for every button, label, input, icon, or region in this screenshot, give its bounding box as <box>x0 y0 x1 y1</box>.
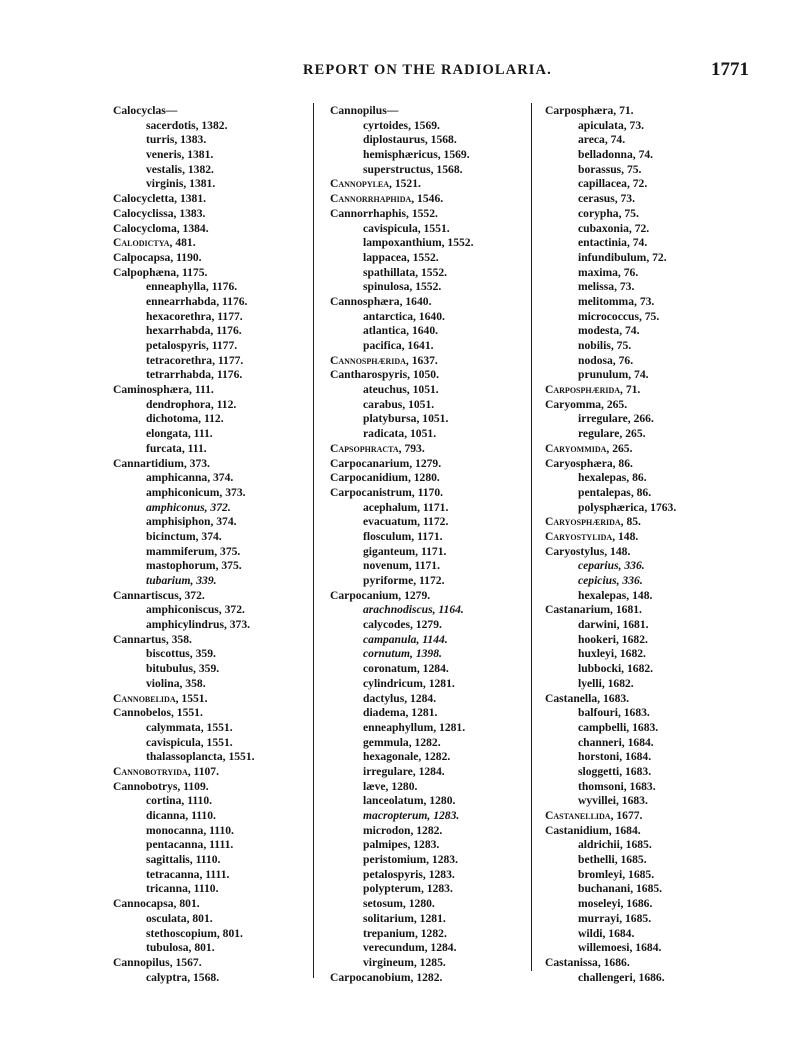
index-subentry: amphisiphon, 374. <box>146 515 237 529</box>
index-subentry: pyriforme, 1172. <box>363 574 445 587</box>
index-subentry: wyvillei, 1683. <box>578 794 648 808</box>
column-divider <box>531 103 532 971</box>
index-subentry: corypha, 75. <box>578 206 639 220</box>
index-subentry: ceparius, 336. <box>578 559 645 573</box>
index-subentry: maxima, 76. <box>578 265 639 279</box>
index-subentry: moseleyi, 1686. <box>578 897 653 911</box>
index-subentry: amphiconicum, 373. <box>146 485 246 499</box>
index-subentry: solitarium, 1281. <box>363 911 446 925</box>
index-entry: Castanella, 1683. <box>545 691 630 705</box>
index-entry: Caryosphæra, 86. <box>545 456 633 470</box>
index-entry: Calocycletta, 1381. <box>113 192 207 206</box>
index-entry: Calpocapsa, 1190. <box>113 250 202 264</box>
index-subentry: huxleyi, 1682. <box>578 647 646 661</box>
index-subentry: lyelli, 1682. <box>578 676 634 690</box>
index-subentry: enneaphylla, 1176. <box>146 280 238 294</box>
index-subentry: hexacorethra, 1177. <box>146 309 243 323</box>
index-subentry: læve, 1280. <box>363 779 418 793</box>
index-subentry: buchanani, 1685. <box>578 882 663 896</box>
index-subentry: superstructus, 1568. <box>363 162 463 176</box>
index-subentry: diplostaurus, 1568. <box>363 133 457 147</box>
index-entry: Cannosphærida, 1637. <box>330 353 438 367</box>
index-entry: Cannobelos, 1551. <box>113 706 203 720</box>
index-entry: Caryomma, 265. <box>545 397 628 411</box>
page-header <box>0 59 800 86</box>
index-subentry: cavispicula, 1551. <box>146 735 233 749</box>
index-subentry: ennearrhabda, 1176. <box>146 294 248 308</box>
index-subentry: verecundum, 1284. <box>363 941 457 955</box>
index-subentry: hexalepas, 86. <box>578 471 647 485</box>
index-column-2 <box>330 104 473 985</box>
index-subentry: diadema, 1281. <box>363 706 438 720</box>
index-subentry: virgineum, 1285. <box>363 955 446 969</box>
index-subentry: bethelli, 1685. <box>578 853 647 867</box>
index-subentry: novenum, 1171. <box>363 559 440 573</box>
index-subentry: borassus, 75. <box>578 162 642 176</box>
index-subentry: tubulosa, 801. <box>146 941 215 955</box>
index-entry: Carpocanarium, 1279. <box>330 456 442 470</box>
index-entry: Caryostylus, 148. <box>545 544 631 558</box>
index-entry: Calodictya, 481. <box>113 236 196 250</box>
index-entry: Carpocanobium, 1282. <box>330 970 443 984</box>
index-subentry: darwini, 1681. <box>578 618 649 632</box>
index-subentry: amphicylindrus, 373. <box>146 618 251 632</box>
index-entry: Carposphæra, 71. <box>545 104 634 117</box>
index-column-3 <box>545 104 676 985</box>
index-subentry: coronatum, 1284. <box>363 662 449 676</box>
index-subentry: lubbocki, 1682. <box>578 662 654 676</box>
index-subentry: infundibulum, 72. <box>578 250 667 264</box>
index-subentry: tetracanna, 1111. <box>146 867 230 881</box>
index-subentry: entactinia, 74. <box>578 236 648 250</box>
index-subentry: micrococcus, 75. <box>578 309 660 323</box>
index-subentry: arachnodiscus, 1164. <box>363 603 464 617</box>
index-subentry: pentacanna, 1111. <box>146 838 234 852</box>
index-subentry: mammiferum, 375. <box>146 544 241 558</box>
index-subentry: tricanna, 1110. <box>146 882 219 896</box>
index-subentry: palmipes, 1283. <box>363 838 440 852</box>
index-subentry: capillacea, 72. <box>578 177 648 191</box>
index-entry: Cannartidium, 373. <box>113 456 210 470</box>
index-subentry: violina, 358. <box>146 676 206 690</box>
index-subentry: melissa, 73. <box>578 280 635 294</box>
index-entry: Castanissa, 1686. <box>545 955 630 969</box>
index-subentry: turris, 1383. <box>146 133 207 147</box>
index-subentry: calyptra, 1568. <box>146 970 220 984</box>
index-subentry: cavispicula, 1551. <box>363 221 450 235</box>
index-subentry: nodosa, 76. <box>578 353 634 367</box>
index-subentry: osculata, 801. <box>146 911 213 925</box>
index-entry: Cantharospyris, 1050. <box>330 368 439 382</box>
index-subentry: microdon, 1282. <box>363 823 443 837</box>
index-subentry: areca, 74. <box>578 133 626 147</box>
index-entry: Castanellida, 1677. <box>545 809 643 822</box>
index-subentry: amphiconus, 372. <box>146 500 231 514</box>
index-subentry: spinulosa, 1552. <box>363 280 442 294</box>
column-divider <box>313 103 314 978</box>
index-subentry: platybursa, 1051. <box>363 412 449 426</box>
index-subentry: veneris, 1381. <box>146 148 214 162</box>
index-subentry: ateuchus, 1051. <box>363 383 439 397</box>
index-column-1 <box>113 104 255 985</box>
index-entry: Cannopilus, 1567. <box>113 955 202 969</box>
index-subentry: aldrichii, 1685. <box>578 838 652 852</box>
index-subentry: petalospyris, 1177. <box>146 339 238 352</box>
index-subentry: campbelli, 1683. <box>578 720 659 734</box>
index-entry: Calocyclissa, 1383. <box>113 206 206 220</box>
index-entry: Cannobotryida, 1107. <box>113 764 220 778</box>
index-subentry: pacifica, 1641. <box>363 339 434 352</box>
index-subentry: acephalum, 1171. <box>363 500 449 514</box>
index-subentry: irregulare, 266. <box>578 412 654 426</box>
index-subentry: antarctica, 1640. <box>363 309 445 323</box>
index-entry: Caryosphærida, 85. <box>545 515 641 529</box>
index-subentry: hexalepas, 148. <box>578 588 653 602</box>
index-subentry: cyrtoides, 1569. <box>363 118 440 132</box>
index-subentry: dendrophora, 112. <box>146 397 237 411</box>
index-subentry: spathillata, 1552. <box>363 265 448 279</box>
index-subentry: hemisphæricus, 1569. <box>363 148 470 162</box>
index-subentry: channeri, 1684. <box>578 735 654 749</box>
running-title: REPORT ON THE RADIOLARIA. <box>303 62 552 78</box>
index-subentry: wildi, 1684. <box>578 926 635 940</box>
index-subentry: balfouri, 1683. <box>578 706 650 720</box>
index-subentry: irregulare, 1284. <box>363 764 445 778</box>
index-subentry: mastophorum, 375. <box>146 559 242 573</box>
index-subentry: calycodes, 1279. <box>363 618 442 632</box>
index-entry: Carposphærida, 71. <box>545 383 641 397</box>
index-subentry: petalospyris, 1283. <box>363 867 455 881</box>
index-subentry: cepicius, 336. <box>578 574 643 587</box>
index-subentry: giganteum, 1171. <box>363 544 447 558</box>
index-entry: Carpocanidium, 1280. <box>330 471 440 485</box>
index-subentry: radicata, 1051. <box>363 427 437 441</box>
index-subentry: amphicanna, 374. <box>146 471 234 485</box>
index-subentry: apiculata, 73. <box>578 118 645 132</box>
index-subentry: trepanium, 1282. <box>363 926 447 940</box>
index-subentry: bromleyi, 1685. <box>578 867 655 881</box>
index-entry: Calocycloma, 1384. <box>113 221 209 235</box>
index-subentry: dichotoma, 112. <box>146 412 224 426</box>
index-subentry: furcata, 111. <box>146 441 207 455</box>
index-subentry: cornutum, 1398. <box>363 647 442 661</box>
index-subentry: campanula, 1144. <box>363 632 448 646</box>
index-subentry: lampoxanthium, 1552. <box>363 236 474 250</box>
index-subentry: murrayi, 1685. <box>578 911 652 925</box>
index-subentry: biscottus, 359. <box>146 647 216 661</box>
index-entry: Caryommida, 265. <box>545 441 633 455</box>
index-subentry: cubaxonia, 72. <box>578 221 650 235</box>
index-subentry: melitomma, 73. <box>578 294 655 308</box>
index-subentry: gemmula, 1282. <box>363 735 441 749</box>
index-entry: Calpophæna, 1175. <box>113 265 208 279</box>
index-subentry: vestalis, 1382. <box>146 162 214 176</box>
index-subentry: polypterum, 1283. <box>363 882 453 896</box>
index-subentry: amphiconiscus, 372. <box>146 603 245 617</box>
index-subentry: lappacea, 1552. <box>363 250 439 264</box>
index-subentry: virginis, 1381. <box>146 177 216 191</box>
index-subentry: hexarrhabda, 1176. <box>146 324 242 338</box>
index-subentry: tetrarrhabda, 1176. <box>146 368 243 382</box>
index-entry: Cannopylea, 1521. <box>330 177 421 191</box>
index-subentry: stethoscopium, 801. <box>146 926 243 940</box>
index-subentry: calymmata, 1551. <box>146 720 233 734</box>
index-entry: Cannobotrys, 1109. <box>113 779 209 793</box>
index-entry: Castanidium, 1684. <box>545 823 641 837</box>
index-subentry: hexagonale, 1282. <box>363 750 451 764</box>
index-entry: Cannartus, 358. <box>113 632 192 646</box>
index-entry: Carpocanium, 1279. <box>330 588 431 602</box>
index-subentry: nobilis, 75. <box>578 339 632 352</box>
index-subentry: lanceolatum, 1280. <box>363 794 456 808</box>
index-subentry: dicanna, 1110. <box>146 809 216 822</box>
index-subentry: thalassoplancta, 1551. <box>146 750 255 764</box>
index-subentry: willemoesi, 1684. <box>578 941 662 955</box>
index-entry: Cannorrhaphida, 1546. <box>330 192 444 206</box>
index-subentry: cortina, 1110. <box>146 794 213 808</box>
index-subentry: hookeri, 1682. <box>578 632 648 646</box>
index-subentry: evacuatum, 1172. <box>363 515 449 529</box>
index-subentry: tetracorethra, 1177. <box>146 353 244 367</box>
index-entry: Caryostylida, 148. <box>545 529 639 543</box>
index-subentry: challengeri, 1686. <box>578 970 665 984</box>
index-subentry: elongata, 111. <box>146 427 213 441</box>
index-subentry: cylindricum, 1281. <box>363 676 455 690</box>
index-subentry: atlantica, 1640. <box>363 324 439 338</box>
page-number: 1771 <box>711 59 749 80</box>
index-subentry: polysphærica, 1763. <box>578 500 677 514</box>
index-entry: Capsophracta, 793. <box>330 441 425 455</box>
index-subentry: cerasus, 73. <box>578 192 635 206</box>
index-subentry: thomsoni, 1683. <box>578 779 656 793</box>
index-entry: Cannorrhaphis, 1552. <box>330 206 438 220</box>
index-subentry: setosum, 1280. <box>363 897 435 911</box>
index-subentry: tubarium, 339. <box>146 574 217 587</box>
index-subentry: carabus, 1051. <box>363 397 435 411</box>
index-entry: Cannosphæra, 1640. <box>330 294 432 308</box>
index-subentry: sacerdotis, 1382. <box>146 118 228 132</box>
index-entry: Castanarium, 1681. <box>545 603 642 617</box>
index-subentry: modesta, 74. <box>578 324 640 338</box>
index-subentry: peristomium, 1283. <box>363 853 458 867</box>
index-subentry: pentalepas, 86. <box>578 485 652 499</box>
index-entry: Caminosphæra, 111. <box>113 383 214 397</box>
index-entry: Carpocanistrum, 1170. <box>330 485 444 499</box>
index-entry: Calocyclas— <box>113 104 178 117</box>
index-entry: Cannopilus— <box>330 104 399 117</box>
index-subentry: flosculum, 1171. <box>363 529 443 543</box>
index-subentry: horstoni, 1684. <box>578 750 652 764</box>
index-entry: Cannartiscus, 372. <box>113 588 205 602</box>
index-subentry: dactylus, 1284. <box>363 691 437 705</box>
index-subentry: regulare, 265. <box>578 427 646 441</box>
index-subentry: sagittalis, 1110. <box>146 853 221 867</box>
index-subentry: sloggetti, 1683. <box>578 764 652 778</box>
index-subentry: monocanna, 1110. <box>146 823 234 837</box>
index-subentry: prunulum, 74. <box>578 368 649 382</box>
index-subentry: macropterum, 1283. <box>363 809 460 822</box>
index-entry: Cannocapsa, 801. <box>113 897 200 911</box>
index-subentry: bicinctum, 374. <box>146 529 222 543</box>
index-subentry: belladonna, 74. <box>578 148 654 162</box>
index-entry: Cannobelida, 1551. <box>113 691 208 705</box>
index-subentry: bitubulus, 359. <box>146 662 220 676</box>
index-subentry: enneaphyllum, 1281. <box>363 720 466 734</box>
